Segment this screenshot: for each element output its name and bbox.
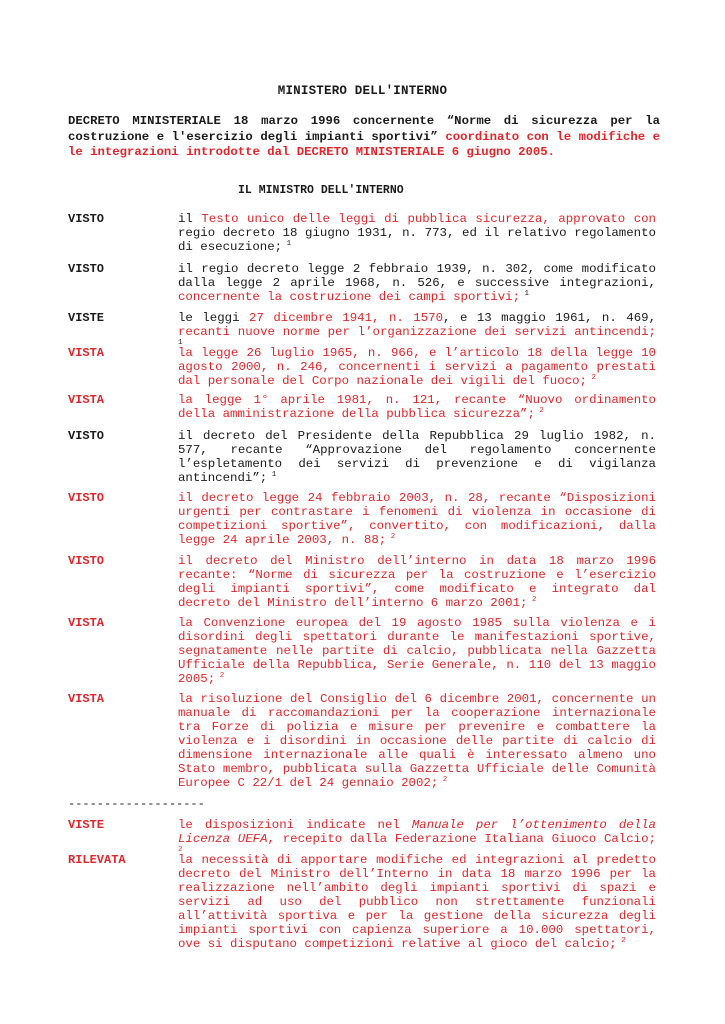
footnote-marker: 2 [386,532,396,541]
recital-text [178,429,656,485]
footnote-marker: 2 [178,845,183,854]
decree-heading-main: DECRETO MINISTERIALE 18 marzo 1996 concernente “Norme di sicurezza per la costruzione e l'esercizio degli impianti sportivi” [68,114,660,144]
footnote-marker: 1 [178,338,183,347]
recital-label: VISTA [68,692,105,706]
recital-text-segment: concernente la costruzione dei campi sportivi; [178,290,521,304]
footnote-marker: 1 [282,239,292,248]
recital-text-segment: regio decreto 18 giugno 1931, n. 773, ed il relativo regolamento di esecuzione; [178,226,656,254]
footnote-marker: 2 [586,373,596,382]
recital-text [178,616,656,686]
recital-text-segment: la legge 26 luglio 1965, n. 966, e l’articolo 18 della legge 10 agosto 2000, n. 246, concernenti i servizi a pagamento prestati dal personale del Corpo nazionale dei vigili del fuoco; [178,346,656,388]
recital-label: VISTO [68,429,105,443]
recital-text-segment: , recepito dalla Federazione Italiana Giuoco Calcio; [267,832,656,846]
recital-text-segment: il [178,212,202,226]
recital-text-segment: le disposizioni indicate nel [178,818,412,832]
recital-label: VISTO [68,212,105,226]
recital-text-segment: recanti nuove norme per l’organizzazione dei servizi antincendi; [178,325,656,339]
footnote-marker: 2 [616,936,626,945]
recital-text-segment: il decreto del Ministro dell’interno in data 18 marzo 1996 recante: “Norme di sicurezza per la costruzione e l’esercizio degli impianti sportivi”, come modificato e integrato dal decreto del Ministro dell’interno 6 marzo 2001; [178,554,656,610]
recital-label: VISTA [68,616,105,630]
recital-text-segment: la risoluzione del Consiglio del 6 dicembre 2001, concernente un manuale di raccomandazioni per la cooperazione internazionale tra Forze di polizia e misure per prevenire e combattere la violenza e i disordini in occasione delle partite di calcio di dimensione internazionale alle quali è interessato almeno uno Stato membro, pubblicata sulla Gazzetta Ufficiale delle Comunità Europee C 22/1 del 24 gennaio 2002; [178,692,656,790]
recital-label: VISTA [68,393,105,407]
footnote-marker: 1 [520,289,530,298]
recital-text-segment: 27 dicembre 1941, n. 1570 [249,311,444,325]
recital-text-segment: , e 13 maggio 1961, n. 469, [443,311,657,325]
recital-label: VISTE [68,311,105,325]
footnote-marker: 1 [267,470,277,479]
recital-text-segment: il decreto del Presidente della Repubblica 29 luglio 1982, n. 577, recante “Approvazione del regolamento concernente l’espletamento dei servizi di prevenzione e di vigilanza antincendi”; [178,429,656,485]
recital-label: VISTE [68,818,105,832]
recital-label: VISTA [68,346,105,360]
footnote-marker: 2 [527,595,537,604]
recital-text-segment: Testo unico delle leggi di pubblica sicurezza, approvato con [201,212,656,226]
recital-text-segment: il decreto legge 24 febbraio 2003, n. 28, recante “Disposizioni urgenti per contrastare i fenomeni di violenza in occasione di competizioni sportive”, convertito, con modificazioni, dalla legge 24 aprile 2003, n. 88; [178,491,656,547]
recital-text-segment: la legge 1° aprile 1981, n. 121, recante “Nuovo ordinamento della amministrazione della pubblica sicurezza”; [178,393,656,421]
recital-text-segment: la necessità di apportare modifiche ed integrazioni al predetto decreto del Ministro dell’Interno in data 18 marzo 1996 per la realizzazione nell’ambito degli impianti sportivi di spazi e servizi ad uso del pubblico non strettamente funzionali all’attività sportiva e per la gestione della sicurezza degli impianti sportivi con capienza superiore a 10.000 spettatori, ove si disputano competizioni relative al gioco del calcio; [178,853,656,951]
recital-text-segment: il regio decreto legge 2 febbraio 1939, n. 302, come modificato dalla legge 2 aprile 1968, n. 526, e successive integrazioni, [178,262,656,290]
recital-text [178,393,656,421]
recital-text [178,692,656,790]
recital-label: VISTO [68,554,105,568]
recital-label: RILEVATA [68,853,126,867]
recital-text [178,262,656,304]
footnote-marker: 2 [215,671,225,680]
recital-text [178,554,656,610]
recital-label: VISTO [68,491,105,505]
recital-text-segment: la Convenzione europea del 19 agosto 1985 sulla violenza e i disordini degli spettatori durante le manifestazioni sportive, segnatamente nelle partite di calcio, pubblicata nella Gazzetta Ufficiale della Repubblica, Serie Generale, n. 110 del 13 maggio 2005; [178,616,656,686]
document-title: MINISTERO DELL'INTERNO [277,84,448,98]
recital-text [178,346,656,388]
recital-text-segment: le leggi [178,311,249,325]
recital-label: VISTO [68,262,105,276]
recital-text-segment: Manuale per l’ottenimento della Licenza UEFA [178,818,656,846]
minister-heading: IL MINISTRO DELL'INTERNO [238,184,404,197]
recital-text [178,853,656,951]
recital-text [178,212,656,254]
footnote-divider: ------------------- [68,797,205,811]
footnote-marker: 2 [438,775,448,784]
footnote-marker: 2 [534,406,544,415]
decree-heading [68,114,660,161]
recital-text [178,491,656,547]
decree-heading-amendment: coordinato con le modifiche e le integrazioni introdotte dal DECRETO MINISTERIALE 6 giugno 2005. [68,129,660,159]
